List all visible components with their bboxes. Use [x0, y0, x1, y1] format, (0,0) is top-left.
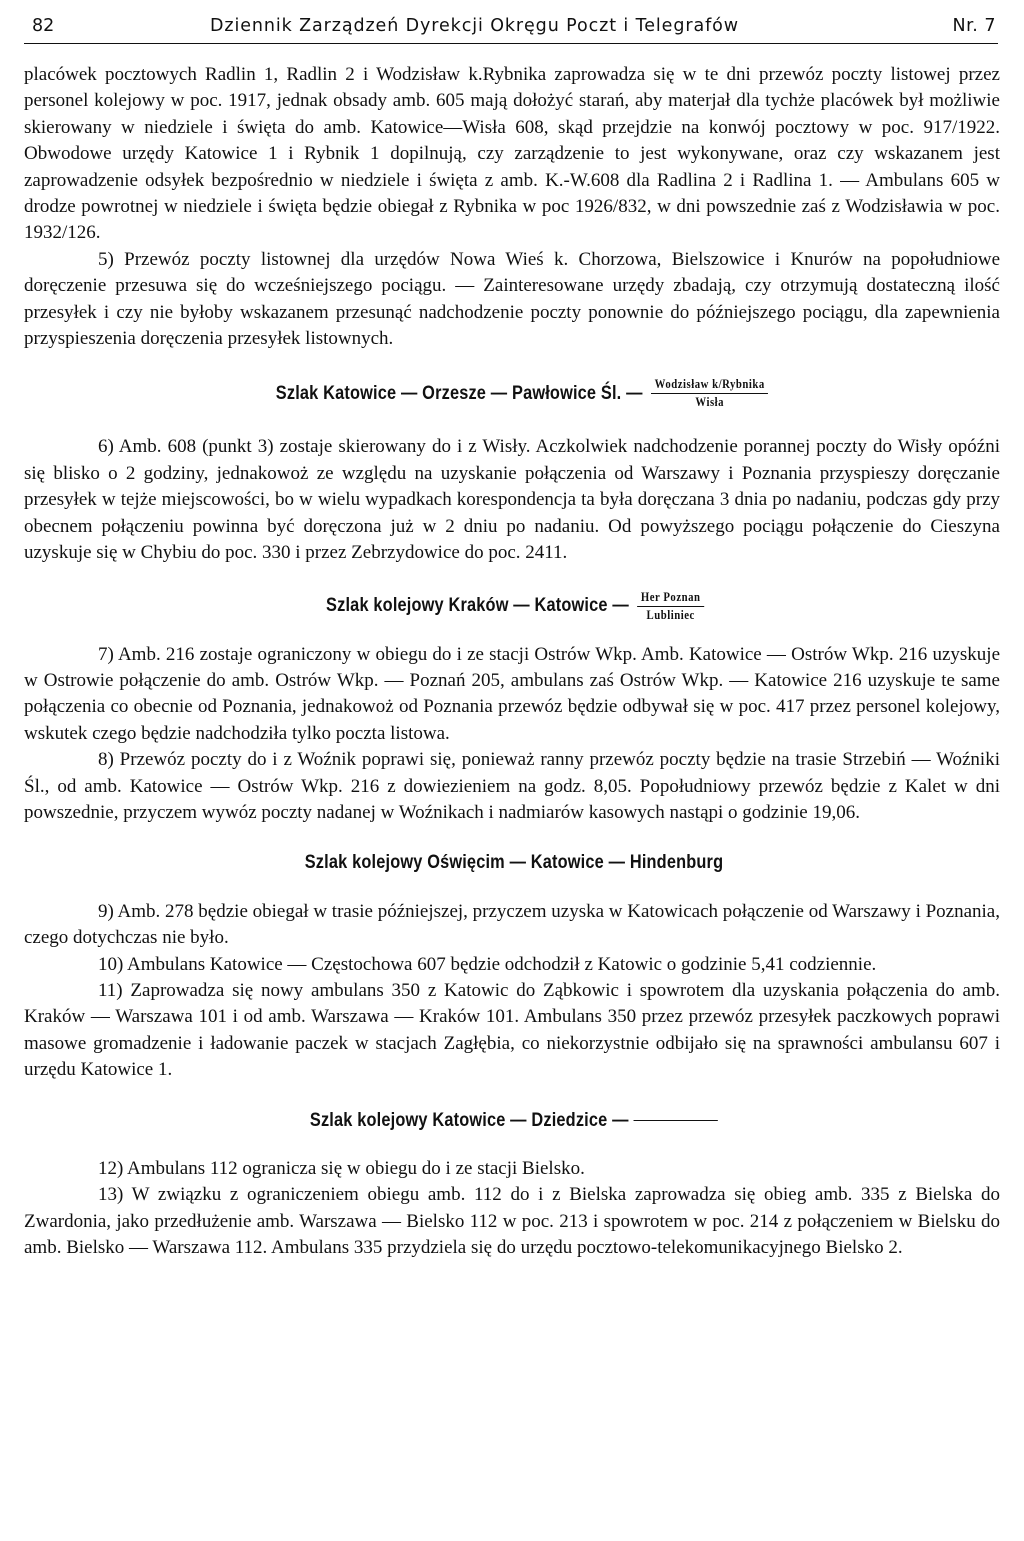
paragraph-10: 10) Ambulans Katowice — Częstochowa 607 będzie odchodził z Katowic o godzinie 5,41 codziennie.: [98, 953, 877, 975]
issue-number: Nr. 7: [952, 16, 996, 36]
route-heading-text: Szlak kolejowy Kraków — Katowice —: [326, 594, 629, 616]
journal-title: Dziennik Zarządzeń Dyrekcji Okręgu Poczt i Telegrafów: [210, 16, 739, 36]
route-heading-dziedzice: [96, 1108, 932, 1134]
route-heading-oswiecim: [96, 850, 932, 876]
header-rule: [24, 43, 998, 44]
paragraph-12: 12) Ambulans 112 ogranicza się w obiegu do i ze stacji Bielsko.: [98, 1158, 585, 1179]
paragraph-13: 13) W związku z ograniczeniem obiegu amb. 112 do i z Bielska zaprowadza się obieg amb. 335 z Bielska do Zwardonia, jako przedłużenie amb. Warszawa — Bielsko 112 w poc. 213 i spowrotem w poc. 214 z połączeniem w Bielsku do amb. Bielsko — Warszawa 112. Ambulans 335 przydziela się do urzędu pocztowo-telekomunikacyjnego Bielsko 2.: [24, 1184, 1000, 1259]
paragraph-6: 6) Amb. 608 (punkt 3) zostaje skierowany do i z Wisły. Aczkolwiek nadchodzenie porannej poczty do Wisły opóźni się blisko o 2 godziny, jednakowoż ze względu na uzyskanie połączenia od Warszawy i Poznania przyspieszy doręczanie przesyłek w tejże miejscowości, bo w wielu wypadkach korespondencja ta była doręczana 3 dnia po nadaniu, podczas gdy przy obecnem połączeniu powinna być doręczona już w 2 dniu po nadaniu. Od powyższego pociągu połączenie do Cieszyna uzyskuje się w Chybiu do poc. 330 i przez Zebrzydowice do poc. 2411.: [24, 436, 1000, 564]
body-text: [24, 62, 1000, 1262]
route-heading-orzesze: [111, 377, 933, 410]
paragraph-7: 7) Amb. 216 zostaje ograniczony w obiegu do i ze stacji Ostrów Wkp. Amb. Katowice — Ostrów Wkp. 216 uzyskuje w Ostrowie połączenie do amb. Ostrów Wkp. — Poznań 205, ambulans zaś Ostrów Wkp. — Katowice 216 uzyskuje te same połączenia co obecnie od Poznania, jednakowoż od Poznania przewóz będzie odbywał się w poc. 417 przez personel kolejowy, wskutek czego będzie nadchodziła tylko poczta listowa.: [24, 643, 1000, 744]
route-heading-text: Szlak kolejowy Katowice — Dziedzice —: [309, 1109, 629, 1131]
route-heading-krakow: [98, 590, 932, 623]
paragraph-8: 8) Przewóz poczty do i z Woźnik poprawi się, ponieważ ranny przewóz poczty będzie na trasie Strzebiń — Woźniki Śl., od amb. Katowice — Ostrów Wkp. 216 z dowiezieniem na godz. 8,05. Popołudniowy przewóz będzie z Kalet w dni powszednie, przyczem wywóz poczty nadanej w Woźnikach i nadmiarów kasowych nastąpi o godzinie 19,06.: [24, 749, 1000, 823]
paragraph-5: 5) Przewóz poczty listownej dla urzędów Nowa Wieś k. Chorzowa, Bielszowice i Knurów na popołudniowe doręczenie przesuwa się do wcześniejszego pociągu. — Zainteresowane urzędy zbadają, czy otrzymują dostateczną ilość przesyłek i czy nie byłoby wskazanem przesunąć nadchodzenie poczty ponownie do późniejszego pociągu, dla zapewnienia przyspieszenia doręczenia przesyłek listownych.: [24, 248, 1000, 350]
route-branch-bottom: Wisła: [695, 395, 725, 410]
heading-rule: [634, 1120, 718, 1121]
paragraph-11: 11) Zaprowadza się nowy ambulans 350 z Katowic do Ząbkowic i spowrotem dla uzyskania połączenia do amb. Kraków — Warszawa 101 i od amb. Warszawa — Kraków 101. Ambulans 350 przez przewóz przesyłek paczkowych poprawi masowe gromadzenie i ładowanie paczek w stacjach Zagłębia, co niekorzystnie odbijało się na sprawności ambulansu 607 i urzędu Katowice 1.: [24, 979, 1000, 1081]
route-branch-top: Her Poznan: [637, 590, 703, 607]
paragraph-9: 9) Amb. 278 będzie obiegał w trasie późniejszej, przyczem uzyska w Katowicach połączenie od Warszawy i Poznania, czego dotychczas nie było.: [24, 900, 1000, 949]
route-branch-fraction: [651, 377, 768, 410]
route-branch-fraction: [637, 590, 703, 623]
route-branch-bottom: Lubliniec: [646, 607, 695, 622]
route-heading-text: Szlak Katowice — Orzesze — Pawłowice Śl. —: [275, 382, 643, 404]
running-header: [24, 16, 1000, 42]
route-heading-text: Szlak kolejowy Oświęcim — Katowice — Hindenburg: [304, 852, 724, 874]
page-number: 82: [32, 16, 55, 36]
route-branch-top: Wodzisław k/Rybnika: [651, 377, 768, 394]
paragraph-intro: placówek pocztowych Radlin 1, Radlin 2 i Wodzisław k.Rybnika zaprowadza się w te dni przewóz poczty listowej przez personel kolejowy w poc. 1917, jednak obsady amb. 605 mają dołożyć starań, aby materjał dla tychże placówek był możliwie skierowany w niedziele i święta do amb. Katowice—Wisła 608, skąd przejdzie na konwój pocztowy w poc. 917/1922. Obwodowe urzędy Katowice 1 i Rybnik 1 dopilnują, czy zarządzenie to jest wykonywane, oraz czy wskazanem jest zaprowadzenie odsyłek bezpośrednio w niedziele i święta z amb. K.-W.608 dla Radlina 2 i Radlina 1. — Ambulans 605 w drodze powrotnej w niedziele i święta będzie obiegał z Rybnika w poc 1926/832, w dni powszednie zaś z Wodzisławia w poc. 1932/126.: [24, 64, 1000, 244]
